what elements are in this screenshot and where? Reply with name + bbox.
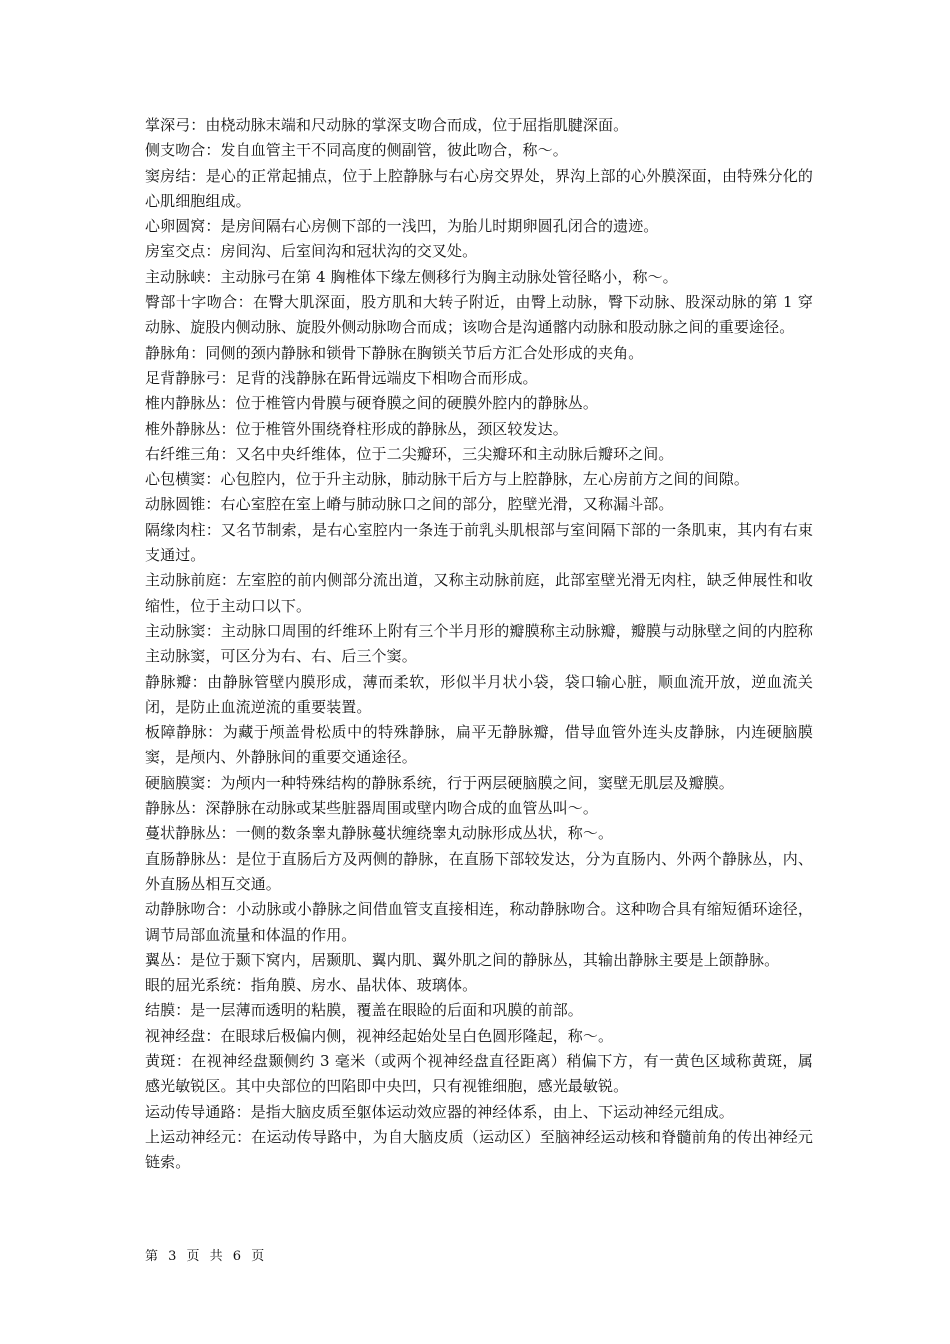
glossary-entry: 结膜：是一层薄而透明的粘膜，覆盖在眼睑的后面和巩膜的前部。: [145, 1001, 583, 1020]
glossary-entry: 房室交点：房间沟、后室间沟和冠状沟的交叉处。: [145, 242, 478, 261]
glossary-entry: 动静脉吻合：小动脉或小静脉之间借血管支直接相连，称动静脉吻合。这种吻合具有缩短循环途径，调节局部血流量和体温的作用。: [145, 900, 813, 944]
glossary-entry: 心包横窦：心包腔内，位于升主动脉，肺动脉干后方与上腔静脉，左心房前方之间的间隙。: [145, 470, 750, 489]
glossary-entry: 臀部十字吻合：在臀大肌深面，股方肌和大转子附近，由臀上动脉，臀下动脉、股深动脉的第 1 穿动脉、旋股内侧动脉、旋股外侧动脉吻合而成；该吻合是沟通髂内动脉和股动脉之间的重要途径。: [145, 293, 813, 337]
glossary-body: [145, 113, 813, 1175]
glossary-entry: 窦房结：是心的正常起捕点，位于上腔静脉与右心房交界处，界沟上部的心外膜深面，由特殊分化的心肌细胞组成。: [145, 166, 813, 210]
glossary-entry: 黄斑：在视神经盘颞侧约 3 毫米（或两个视神经盘直径距离）稍偏下方，有一黄色区域称黄斑，属感光敏锐区。其中央部位的凹陷即中央凹，只有视锥细胞，感光最敏锐。: [145, 1051, 813, 1096]
glossary-entry: 动脉圆锥：右心室腔在室上嵴与肺动脉口之间的部分，腔壁光滑，又称漏斗部。: [145, 495, 674, 514]
glossary-entry: 静脉瓣：由静脉管壁内膜形成，薄而柔软，形似半月状小袋，袋口输心脏，顺血流开放，逆血流关闭，是防止血流逆流的重要装置。: [145, 672, 813, 716]
glossary-entry: 主动脉峡：主动脉弓在第 4 胸椎体下缘左侧移行为胸主动脉处管径略小，称～。: [145, 267, 678, 286]
glossary-entry: 蔓状静脉丛：一侧的数条睾丸静脉蔓状缠绕睾丸动脉形成丛状，称～。: [145, 824, 614, 843]
glossary-entry: 硬脑膜窦：为颅内一种特殊结构的静脉系统，行于两层硬脑膜之间，窦壁无肌层及瓣膜。: [145, 773, 734, 792]
glossary-entry: 右纤维三角：又名中央纤维体，位于二尖瓣环，三尖瓣环和主动脉后瓣环之间。: [145, 444, 674, 463]
glossary-entry: 主动脉前庭：左室腔的前内侧部分流出道，又称主动脉前庭，此部室壁光滑无肉柱，缺乏伸展性和收缩性，位于主动口以下。: [145, 571, 813, 615]
glossary-entry: 静脉丛：深静脉在动脉或某些脏器周围或壁内吻合成的血管丛叫～。: [145, 799, 599, 818]
glossary-entry: 视神经盘：在眼球后极偏内侧，视神经起始处呈白色圆形隆起，称～。: [145, 1026, 614, 1045]
glossary-entry: 板障静脉：为藏于颅盖骨松质中的特殊静脉，扁平无静脉瓣，借导血管外连头皮静脉，内连硬脑膜窦，是颅内、外静脉间的重要交通途径。: [145, 723, 813, 767]
glossary-entry: 直肠静脉丛：是位于直肠后方及两侧的静脉，在直肠下部较发达，分为直肠内、外两个静脉丛，内、外直肠丛相互交通。: [145, 849, 813, 893]
glossary-entry: 运动传导通路：是指大脑皮质至躯体运动效应器的神经体系，由上、下运动神经元组成。: [145, 1102, 734, 1121]
glossary-entry: 椎外静脉丛：位于椎管外围绕脊柱形成的静脉丛，颈区较发达。: [145, 419, 568, 438]
glossary-entry: 侧支吻合：发自血管主干不同高度的侧副管，彼此吻合，称～。: [145, 141, 568, 160]
glossary-entry: 眼的屈光系统：指角膜、房水、晶状体、玻璃体。: [145, 976, 478, 995]
glossary-entry: 主动脉窦：主动脉口周围的纤维环上附有三个半月形的瓣膜称主动脉瓣，瓣膜与动脉壁之间的内腔称主动脉窦，可区分为右、右、后三个窦。: [145, 621, 813, 666]
page-number-footer: 第 3 页 共 6 页: [145, 1249, 268, 1264]
glossary-entry: 静脉角：同侧的颈内静脉和锁骨下静脉在胸锁关节后方汇合处形成的夹角。: [145, 343, 644, 362]
glossary-entry: 心卵圆窝：是房间隔右心房侧下部的一浅凹，为胎儿时期卵圆孔闭合的遗迹。: [145, 217, 659, 236]
glossary-entry: 隔缘肉柱：又名节制索，是右心室腔内一条连于前乳头肌根部与室间隔下部的一条肌束，其内有右束支通过。: [145, 520, 813, 565]
glossary-entry: 足背静脉弓：足背的浅静脉在跖骨远端皮下相吻合而形成。: [145, 368, 538, 387]
glossary-entry: 椎内静脉丛：位于椎管内骨膜与硬脊膜之间的硬膜外腔内的静脉丛。: [145, 394, 599, 413]
glossary-entry: 上运动神经元：在运动传导路中，为自大脑皮质（运动区）至脑神经运动核和脊髓前角的传出神经元链索。: [145, 1127, 813, 1172]
glossary-entry: 掌深弓：由桡动脉末端和尺动脉的掌深支吻合而成，位于屈指肌腱深面。: [145, 116, 629, 134]
glossary-entry: 翼丛：是位于颞下窝内，居颞肌、翼内肌、翼外肌之间的静脉丛，其输出静脉主要是上颌静脉。: [145, 950, 780, 969]
